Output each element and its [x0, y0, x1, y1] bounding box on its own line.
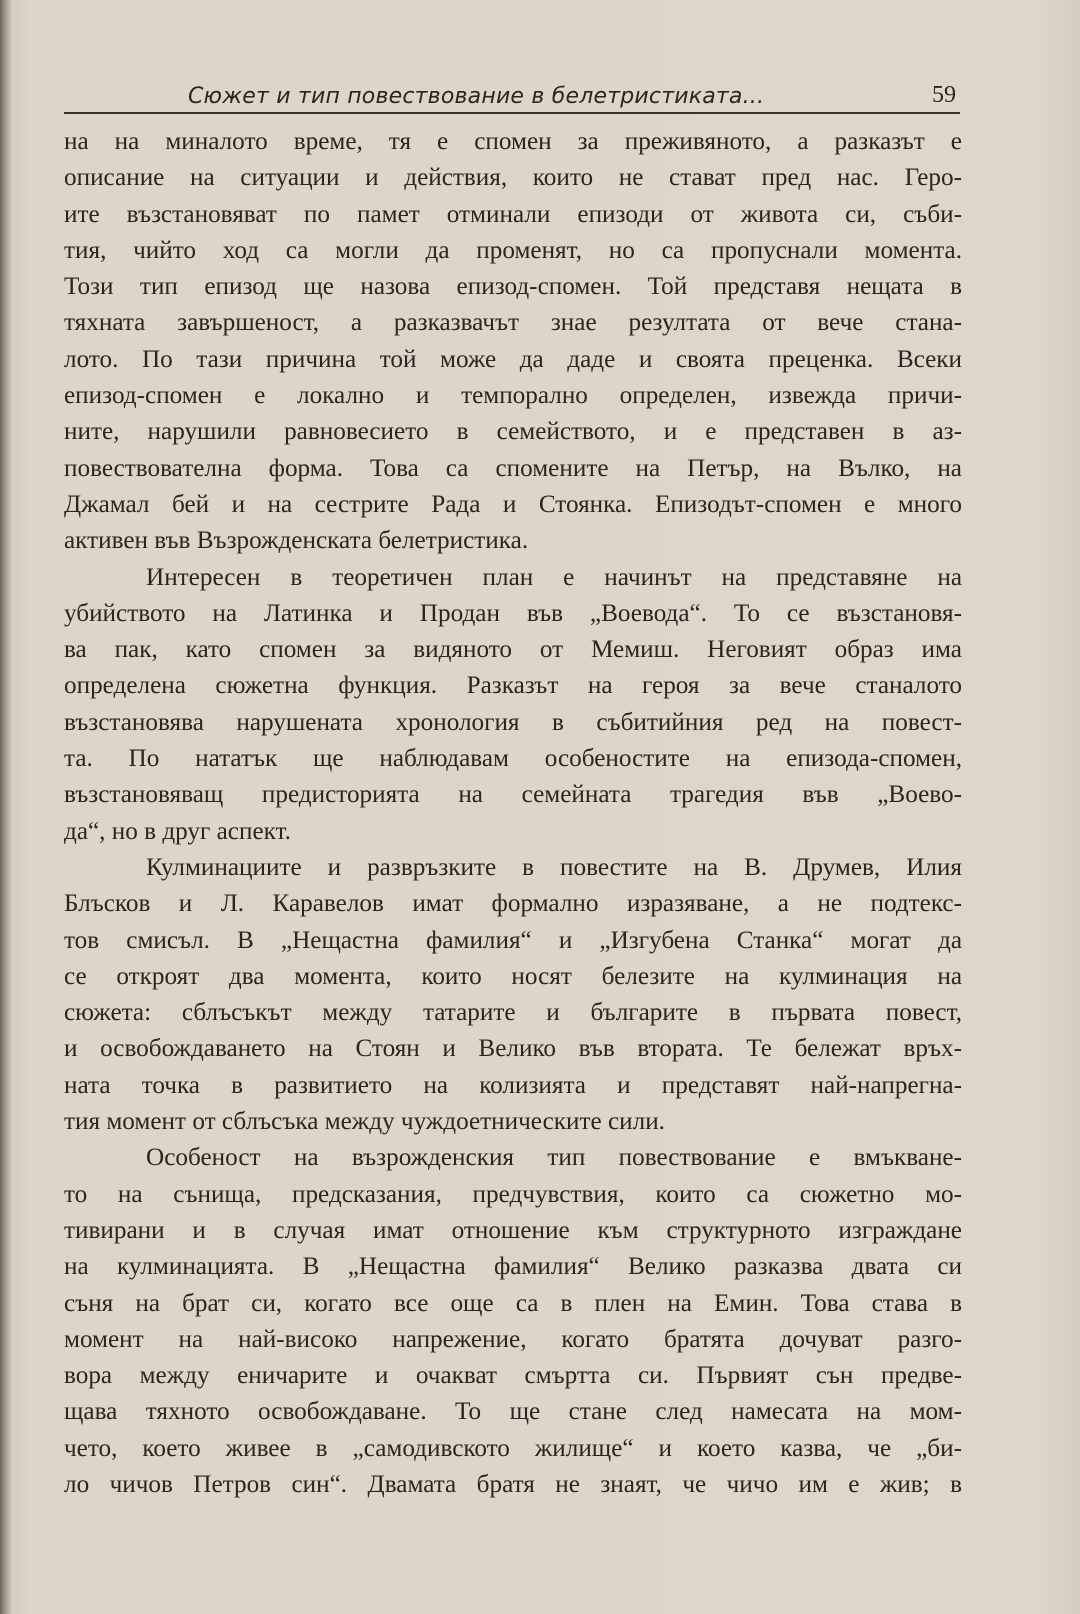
text-line: лото. По тази причина той може да даде и своята преценка. Всеки	[64, 345, 962, 373]
text-line: убийството на Латинка и Продан във „Воевода“. То се възстановя-	[64, 599, 962, 627]
page-number: 59	[932, 82, 956, 108]
text-line: тов смисъл. В „Нещастна фамилия“ и „Изгубена Станка“ могат да	[64, 926, 962, 954]
text-line: и освобождаването на Стоян и Велико във втората. Те бележат връх-	[64, 1035, 962, 1063]
text-line: тия момент от сблъсъка между чуждоетническите сили.	[64, 1108, 665, 1136]
text-line: епизод-спомен е локално и темпорално определен, извежда причи-	[64, 382, 962, 410]
text-line: ните, нарушили равновесието в семейството, и е представен в аз-	[64, 418, 962, 446]
text-line: тия, чийто ход са могли да променят, но са пропуснали момента.	[64, 236, 962, 264]
text-line: Джамал бей и на сестрите Рада и Стоянка. Епизодът-спомен е много	[64, 490, 962, 518]
text-line: ва пак, като спомен за видяното от Мемиш. Неговият образ има	[64, 636, 962, 664]
text-line: то на сънища, предсказания, предчувствия, които са сюжетно мо-	[64, 1180, 962, 1208]
text-line: Кулминациите и развръзките в повестите на В. Друмев, Илия	[146, 853, 962, 881]
text-line: повествователна форма. Това са спомените на Петър, на Вълко, на	[64, 454, 962, 482]
text-line: описание на ситуации и действия, които не стават пред нас. Геро-	[64, 164, 962, 192]
text-line: Този тип епизод ще назова епизод-спомен. Той представя нещата в	[64, 273, 962, 301]
running-header	[64, 78, 960, 114]
text-line: тяхната завършеност, а разказвачът знае резултата от вече стана-	[64, 309, 962, 337]
text-line: ната точка в развитието на колизията и представят най-напрегна-	[64, 1071, 962, 1099]
text-line: тивирани и в случая имат отношение към структурното изграждане	[64, 1216, 962, 1244]
text-line: съня на брат си, когато все още са в плен на Емин. Това става в	[64, 1289, 962, 1317]
text-line: Блъсков и Л. Каравелов имат формално изразяване, а не подтекс-	[64, 890, 962, 918]
page-spine-shadow	[0, 0, 12, 1614]
text-line: определена сюжетна функция. Разказът на героя за вече станалото	[64, 672, 962, 700]
running-title: Сюжет и тип повествование в белетристиката...	[188, 84, 765, 109]
text-line: се откроят два момента, които носят белезите на кулминация на	[64, 962, 962, 990]
text-line: ло чичов Петров син“. Двамата братя не знаят, че чичо им е жив; в	[64, 1470, 962, 1498]
text-line: възстановява нарушената хронология в събитийния ред на повест-	[64, 708, 962, 736]
text-line: щава тяхното освобождаване. То ще стане след намесата на мом-	[64, 1398, 962, 1426]
text-line: на на миналото време, тя е спомен за преживяното, а разказът е	[64, 128, 962, 155]
text-line: активен във Възрожденската белетристика.	[64, 527, 529, 555]
text-line: сюжета: сблъсъкът между татарите и българите в първата повест,	[64, 999, 962, 1027]
text-line: да“, но в друг аспект.	[64, 817, 291, 845]
text-line: възстановяващ предисторията на семейната трагедия във „Воево-	[64, 781, 962, 809]
text-line: на кулминацията. В „Нещастна фамилия“ Велико разказва двата си	[64, 1253, 962, 1281]
text-line: момент на най-високо напрежение, когато братята дочуват разго-	[64, 1325, 962, 1353]
body-text	[64, 124, 962, 1503]
text-line: Особеност на възрожденския тип повествование е вмъкване-	[146, 1144, 962, 1172]
text-line: Интересен в теоретичен план е начинът на представяне на	[146, 563, 962, 591]
text-line: вора между еничарите и очакват смъртта си. Първият сън предве-	[64, 1362, 962, 1390]
text-line: ите възстановяват по памет отминали епизоди от живота си, съби-	[64, 200, 962, 228]
text-line: чето, което живее в „самодивското жилище“ и което казва, че „би-	[64, 1434, 962, 1462]
text-line: та. По нататък ще наблюдавам особеностите на епизода-спомен,	[64, 745, 962, 773]
